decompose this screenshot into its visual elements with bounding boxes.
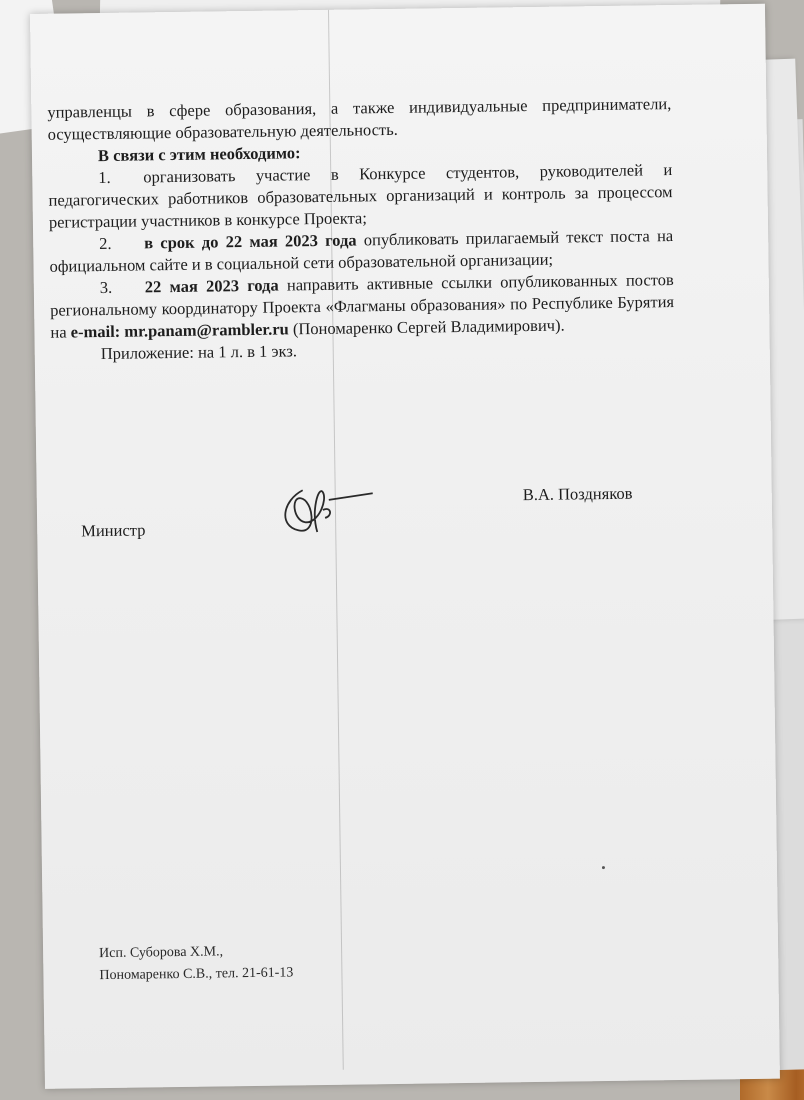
document-page [30, 4, 780, 1089]
item-number: 1. [98, 167, 111, 188]
speck [602, 866, 605, 869]
document-body [47, 93, 675, 366]
item-deadline: 22 мая 2023 года [144, 275, 279, 297]
email-label: e-mail: [70, 321, 121, 342]
item-text-after: (Пономаренко Сергей Владимирович). [288, 315, 565, 339]
item-deadline: в срок до 22 мая 2023 года [144, 230, 357, 253]
handwritten-signature [273, 479, 394, 551]
item-text: организовать участие в Конкурсе студентов, руководителей и педагогических работников образовательных организаций и контроль за процессом регистрации участников в конкурсе Проекта; [48, 160, 673, 232]
item-text: опубликовать прилагаемый текст поста на официальном сайте и в социальной сети образовательной организации; [49, 226, 674, 276]
necessity-heading: В связи с этим необходимо: [97, 143, 301, 166]
item-text: направить активные ссылки опубликованных постов региональному координатору Проекта «Флагманы образования» по Республике Бурятия на [50, 270, 675, 342]
executor-line-1: Исп. Суборова Х.М., [99, 944, 224, 962]
item-number: 2. [99, 233, 112, 254]
executor-footer [99, 940, 294, 987]
attachment-note: Приложение: на 1 л. в 1 экз. [100, 341, 298, 364]
list-item-3 [50, 269, 675, 344]
signer-name: В.А. Поздняков [522, 483, 633, 505]
executor-line-2: Пономаренко С.В., тел. 21-61-13 [99, 965, 294, 984]
list-item-1 [48, 159, 673, 234]
signer-position: Министр [81, 520, 146, 541]
intro-paragraph: управленцы в сфере образования, а также индивидуальные предприниматели, осуществляющие образовательную деятельность. [47, 94, 672, 144]
item-number: 3. [99, 277, 113, 298]
signature-block [73, 475, 674, 553]
email-address: mr.panam@rambler.ru [124, 319, 289, 341]
